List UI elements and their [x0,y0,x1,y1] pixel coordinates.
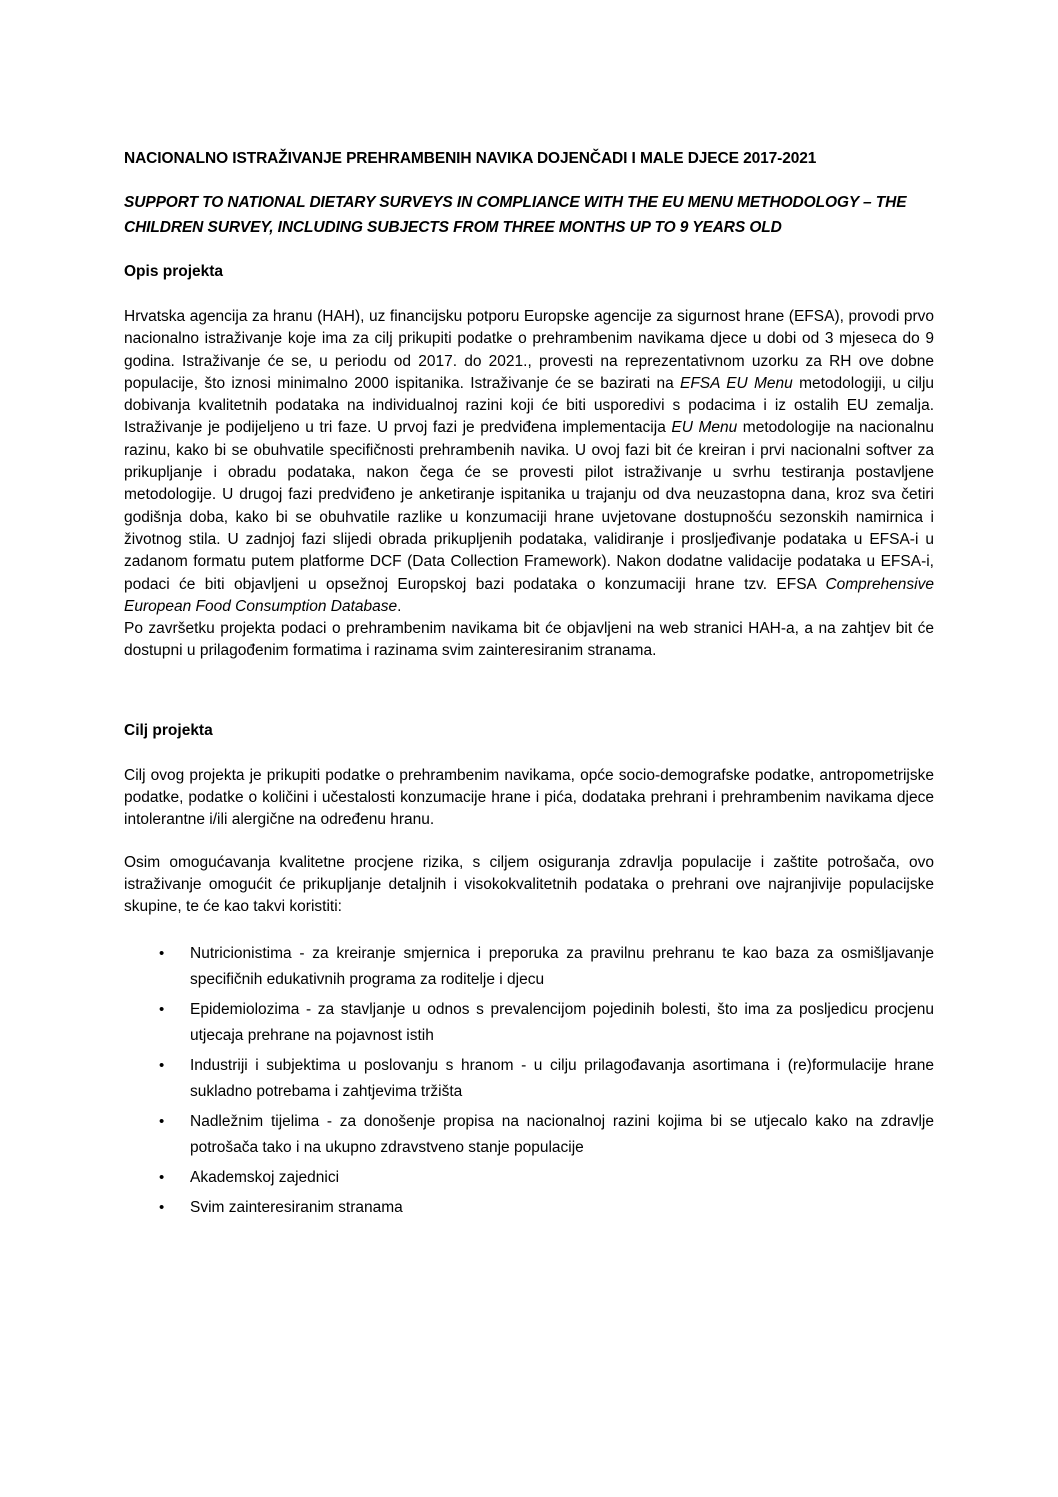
document-title: NACIONALNO ISTRAŽIVANJE PREHRAMBENIH NAVIKA DOJENČADI I MALE DJECE 2017-2021 [124,150,817,167]
bullet-icon: • [159,1112,165,1130]
list-item: • Svim zainteresiranim stranama [124,1195,934,1221]
section-heading-cilj: Cilj projekta [124,721,213,739]
bullet-icon: • [159,1198,165,1216]
document-page [124,148,934,1225]
opis-paragraph-2: Po završetku projekta podaci o prehrambenim navikama bit će objavljeni na web stranici HAH-a, a na zahtjev bit će dostupni u prilagođenim formatima i razinama svim zainteresiranim stranama. [124,620,934,660]
bullet-icon: • [159,944,165,962]
bullet-icon: • [159,1168,165,1186]
list-item: • Epidemiolozima - za stavljanje u odnos s prevalencijom pojedinih bolesti, što ima za posljedicu procjenu utjecaja prehrane na pojavnost istih [124,997,934,1049]
list-item: • Industriji i subjektima u poslovanju s hranom - u cilju prilagođavanja asortimana i (re)formulacije hrane sukladno potrebama i zahtjevima tržišta [124,1053,934,1105]
opis-paragraph: Hrvatska agencija za hranu (HAH), uz financijsku potporu Europske agencije za sigurnost hrane (EFSA), provodi prvo nacionalno istraživanje koje ima za cilj prikupiti podatke o prehrambenim navikama djece u dobi od 3 mjeseca do 9 godina. Istraživanje će se, u periodu od 2017. do 2021., provesti na reprezentativnom uzorku za RH ove dobne populacije, što iznosi minimalno 2000 ispitanika. Istraživanje će se bazirati na EFSA EU Menu metodologiji, u cilju dobivanja kvalitetnih podataka na individualnoj razini koji će biti usporedivi s podacima i iz ostalih EU zemalja. Istraživanje je podijeljeno u tri faze. U prvoj fazi je predviđena implementacija EU Menu metodologije na nacionalnu razinu, kako bi se obuhvatile specifičnosti prehrambenih navika. U ovoj fazi bit će kreiran i prvi nacionalni softver za prikupljanje i obradu podataka, nakon čega će se provesti pilot istraživanje u svrhu testiranja postavljene metodologije. U drugoj fazi predviđeno je anketiranje ispitanika u trajanju od dva neuzastopna dana, kroz sva četiri godišnja doba, kako bi se obuhvatile razlike u konzumaciji hrane uvjetovane dostupnošću sezonskih namirnica i životnog stila. U zadnjoj fazi slijedi obrada prikupljenih podataka, validiranje i prosljeđivanje podataka u EFSA-i u zadanom formatu putem platforme DCF (Data Collection Framework). Nakon dodatne validacije podataka u EFSA-i, podaci će biti objavljeni u opsežnoj Europskoj bazi podataka o konzumaciji hrane tzv. EFSA Comprehensive European Food Consumption Database. [124,308,935,615]
list-item: • Nadležnim tijelima - za donošenje propisa na nacionalnoj razini kojima bi se utjecalo kako na zdravlje potrošača tako i na ukupno zdravstveno stanje populacije [124,1109,934,1161]
list-item: • Nutricionistima - za kreiranje smjernica i preporuka za pravilnu prehranu te kao baza za osmišljavanje specifičnih edukativnih programa za roditelje i djecu [124,941,934,993]
list-item: • Akademskoj zajednici [124,1165,934,1191]
cilj-paragraph-1: Cilj ovog projekta je prikupiti podatke o prehrambenim navikama, opće socio-demografske podatke, antropometrijske podatke, podatke o količini i učestalosti konzumacije hrane i pića, dodataka prehrani i prehrambenim navikama djece intolerantne i/ili alergične na određenu hranu. [124,766,934,829]
cilj-paragraph-2: Osim omogućavanja kvalitetne procjene rizika, s ciljem osiguranja zdravlja populacije i zaštite potrošača, ovo istraživanje omogućit će prikupljanje detaljnih i visokokvalitetnih podataka o prehrani ove najranjivije populacijske skupine, te će kao takvi koristiti: [124,853,934,916]
beneficiary-list [124,941,934,1221]
bullet-icon: • [159,1056,165,1074]
bullet-icon: • [159,1000,165,1018]
section-heading-opis: Opis projekta [124,263,224,280]
document-subtitle: SUPPORT TO NATIONAL DIETARY SURVEYS IN COMPLIANCE WITH THE EU MENU METHODOLOGY – THE CHILDREN SURVEY, INCLUDING SUBJECTS FROM THREE MONTHS UP TO 9 YEARS OLD [124,194,907,236]
